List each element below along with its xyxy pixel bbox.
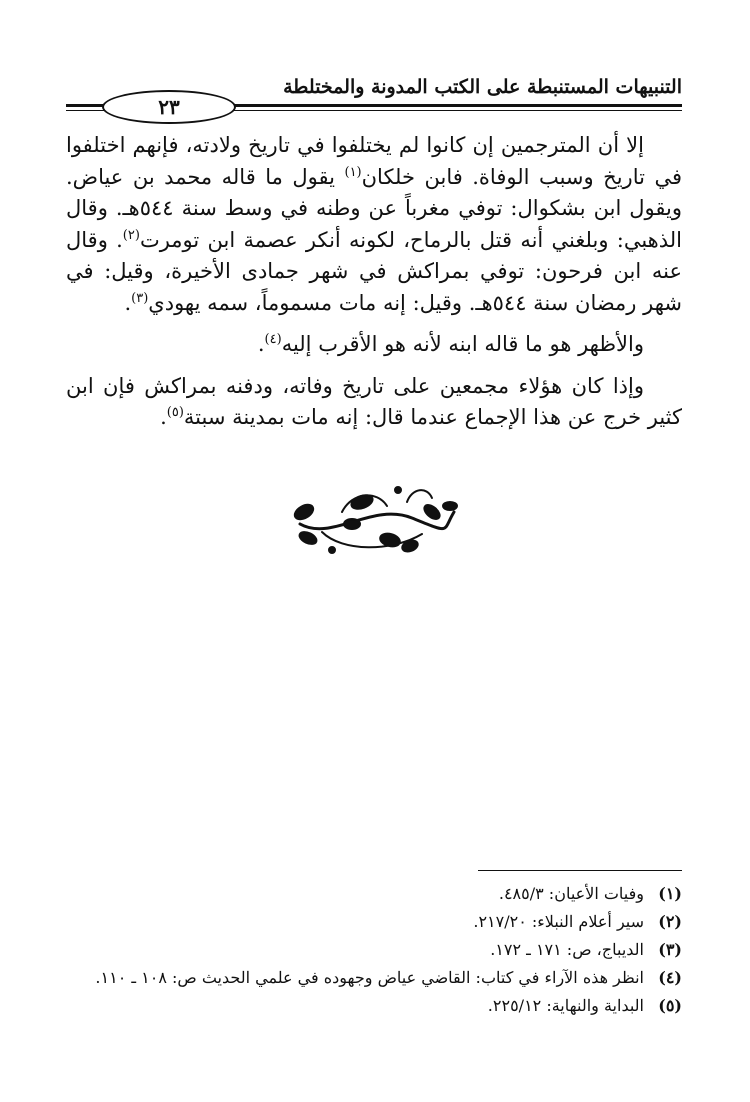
text-segment: والأظهر هو ما قاله ابنه لأنه هو الأقرب إليه [281,332,644,356]
text-segment: . [124,290,132,315]
text-segment: يقول ما قاله محمد بن عياض. ويقول ابن بشكوال: توفي مغرباً عن وطنه في وسط سنة ٥٤٤هـ. وقال الذهبي: وبلغني أنه قتل بالرماح، لكونه أنكر عصمة ابن تومرت [66,164,683,252]
footnote-item [66,880,682,908]
footnote-item [66,936,682,964]
paragraph-3 [66,371,682,434]
footnote-text: البداية والنهاية: ٢٢٥/١٢. [487,996,644,1015]
footnote-text: انظر هذه الآراء في كتاب: القاضي عياض وجهوده في علمي الحديث ص: ١٠٨ ـ ١١٠. [95,968,644,987]
running-title: التنبيهات المستنبطة على الكتب المدونة والمختلطة [283,76,682,98]
footnote-rule [478,870,682,871]
footnote-number: (٥) [658,996,682,1015]
text-segment: إلا أن المترجمين إن كانوا لم يختلفوا في تاريخ ولادته، فإنهم اختلفوا في تاريخ وسبب الوفاة. فابن خلكان [66,133,682,189]
footnote-ref-2: (٢) [122,227,140,243]
paragraph-1 [66,130,682,319]
footnote-ref-3: (٣) [131,290,149,306]
paragraph-2 [66,329,682,361]
footnote-text: سير أعلام النبلاء: ٢١٧/٢٠. [473,912,644,931]
footnote-item [66,992,682,1020]
footnote-number: (١) [658,884,682,903]
footnote-ref-4: (٤) [264,332,282,347]
text-segment: وإذا كان هؤلاء مجمعين على تاريخ وفاته، ودفنه بمراكش فإن ابن كثير خرج عن هذا الإجماع عندما قال: إنه مات بمدينة سبتة [66,373,682,429]
text-segment: . وقال عنه ابن فرحون: توفي بمراكش في شهر جمادى الأخيرة، وقيل: في شهر رمضان سنة ٥٤٤هـ. وقيل: إنه مات مسموماً، سمه يهودي [66,227,682,315]
footnote-ref-5: (٥) [166,405,184,420]
footnote-number: (٣) [658,940,682,959]
body-text [66,130,682,444]
floral-vine-ornament-icon [292,482,462,562]
footnotes [66,880,682,1020]
footnote-item [66,964,682,992]
text-segment: . [257,332,265,356]
text-segment: . [160,405,167,429]
footnote-text: وفيات الأعيان: ٤٨٥/٣. [498,884,644,903]
footnote-number: (٤) [658,968,682,987]
footnote-item [66,908,682,936]
footnote-number: (٢) [658,912,682,931]
page-number: ٢٣ [102,90,236,124]
footnote-text: الديباج، ص: ١٧١ ـ ١٧٢. [490,940,644,959]
footnote-ref-1: (١) [344,164,362,180]
page-header [66,70,682,130]
